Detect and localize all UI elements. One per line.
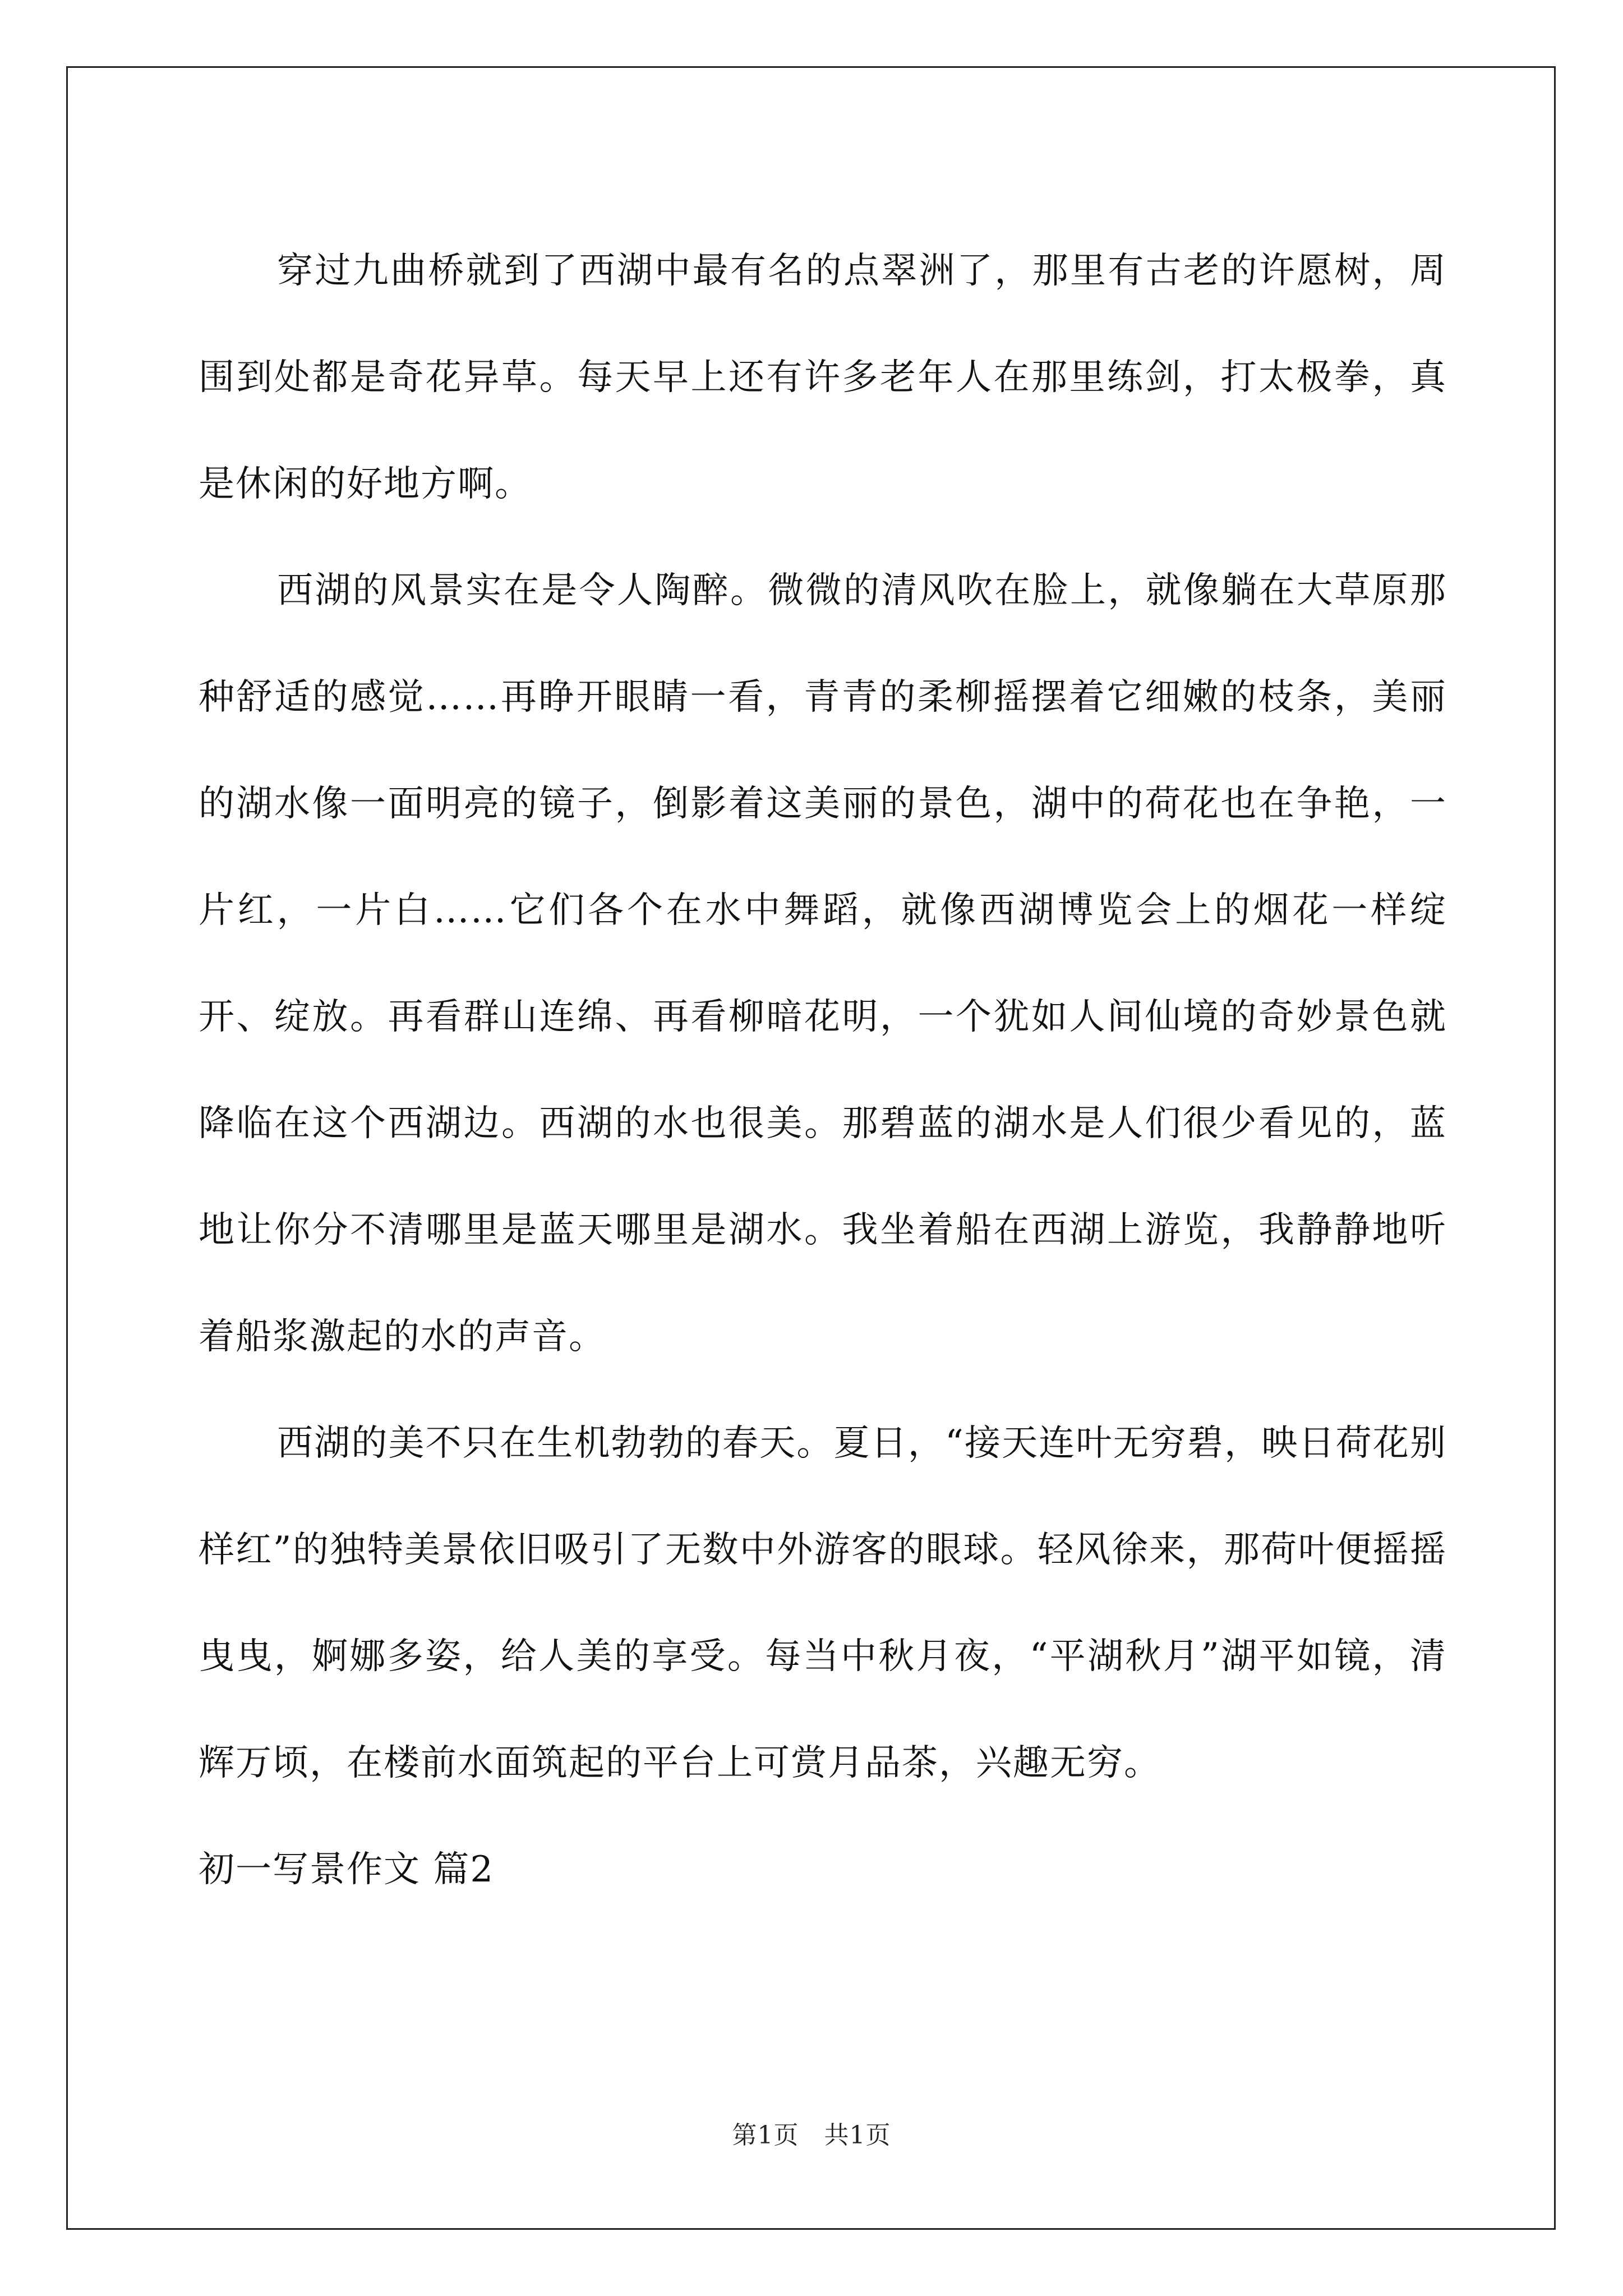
- page-footer: 第1页 共1页: [732, 2121, 891, 2150]
- document-body: [199, 218, 1447, 1923]
- paragraph: 西湖的风景实在是令人陶醉。微微的清风吹在脸上，就像躺在大草原那种舒适的感觉……再睁开眼睛一看，青青的柔柳摇摆着它细嫩的枝条，美丽的湖水像一面明亮的镜子，倒影着这美丽的景色，湖中的荷花也在争艳，一片红，一片白……它们各个在水中舞蹈，就像西湖博览会上的烟花一样绽开、绽放。再看群山连绵、再看柳暗花明，一个犹如人间仙境的奇妙景色就降临在这个西湖边。西湖的水也很美。那碧蓝的湖水是人们很少看见的，蓝地让你分不清哪里是蓝天哪里是湖水。我坐着船在西湖上游览，我静静地听着船浆激起的水的声音。: [199, 570, 1447, 1358]
- paragraph: 西湖的美不只在生机勃勃的春天。夏日，“接天连叶无穷碧，映日荷花别样红”的独特美景依旧吸引了无数中外游客的眼球。轻风徐来，那荷叶便摇摇曳曳，婀娜多姿，给人美的享受。每当中秋月夜，“平湖秋月”湖平如镜，清辉万顷，在楼前水面筑起的平台上可赏月品茶，兴趣无穷。: [199, 1423, 1447, 1784]
- paragraph: 穿过九曲桥就到了西湖中最有名的点翠洲了，那里有古老的许愿树，周围到处都是奇花异草。每天早上还有许多老年人在那里练剑，打太极拳，真是休闲的好地方啊。: [199, 250, 1447, 505]
- section-heading: 初一写景作文 篇2: [199, 1849, 495, 1890]
